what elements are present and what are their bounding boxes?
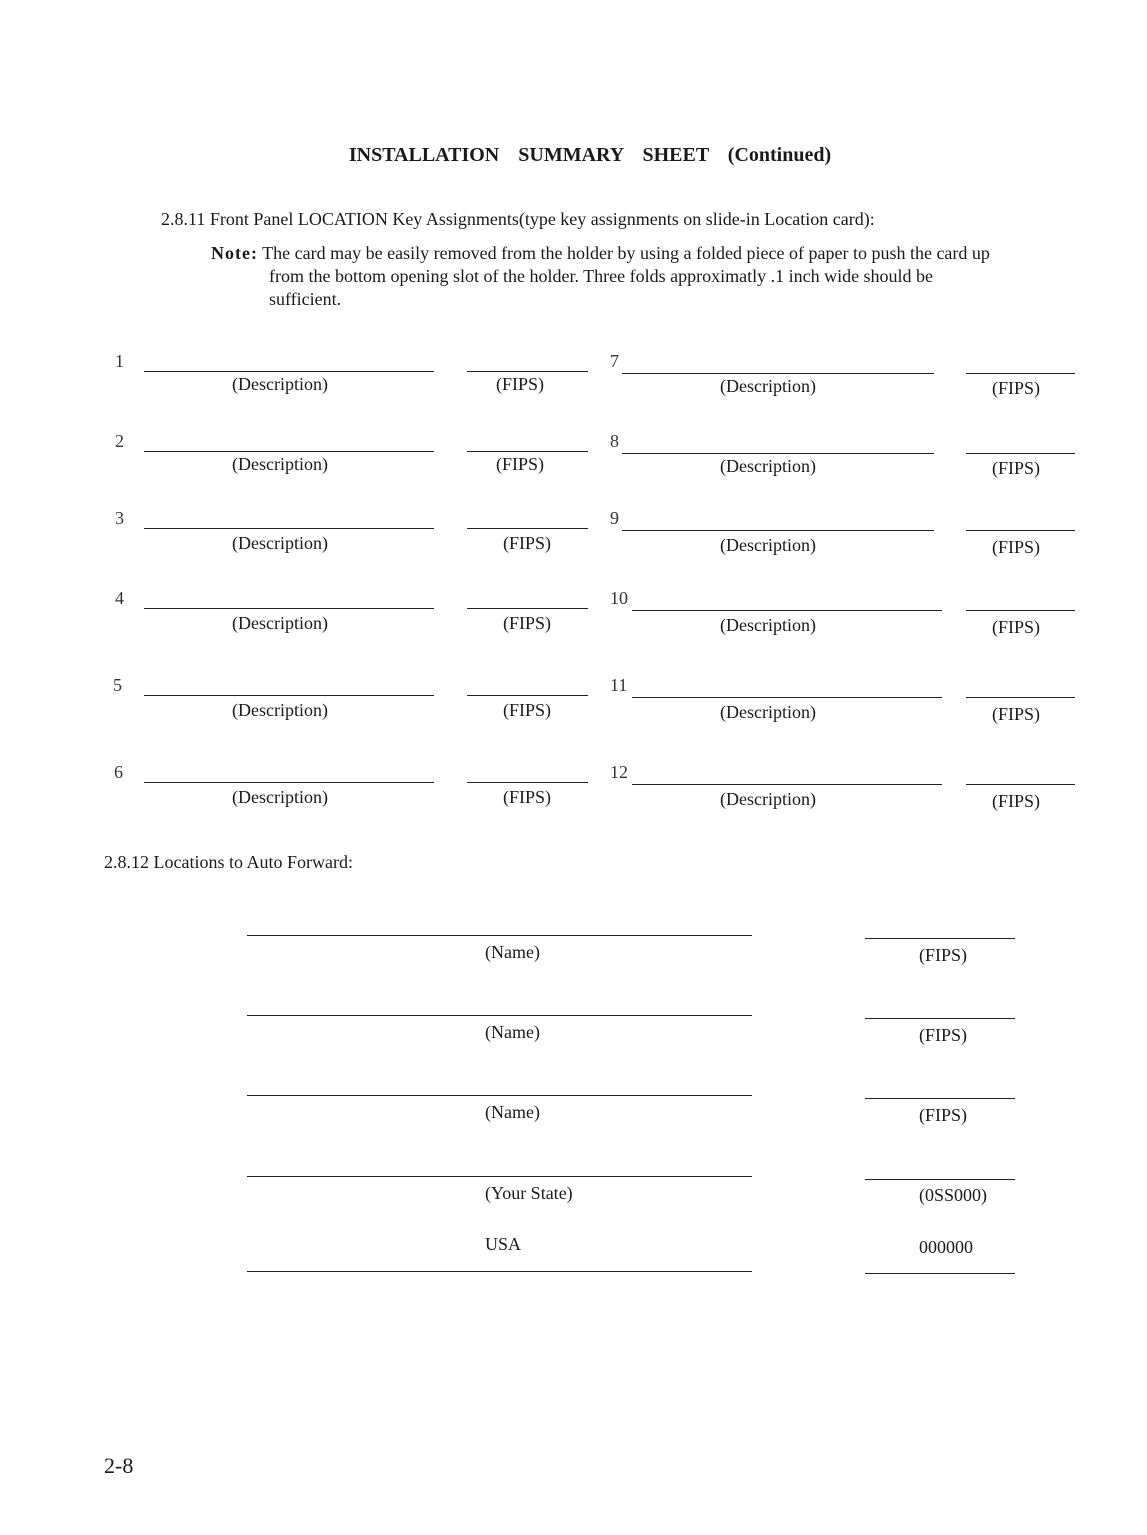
fips-blank xyxy=(966,530,1075,531)
description-label: (Description) xyxy=(720,376,816,396)
row-number: 6 xyxy=(114,762,123,782)
description-blank xyxy=(144,782,434,783)
description-blank xyxy=(144,371,434,372)
country-code: 000000 xyxy=(919,1237,973,1257)
section-2812-heading: 2.8.12 Locations to Auto Forward: xyxy=(104,852,353,872)
fips-label: (FIPS) xyxy=(496,454,545,474)
name-label: (Name) xyxy=(485,942,540,962)
fips-label: (FIPS) xyxy=(992,458,1041,478)
fips-blank xyxy=(865,1098,1015,1099)
row-number: 7 xyxy=(610,351,619,371)
fips-blank xyxy=(467,695,588,696)
fips-blank xyxy=(966,610,1075,611)
description-label: (Description) xyxy=(232,374,328,394)
row-number: 11 xyxy=(610,675,628,695)
fips-label: (FIPS) xyxy=(503,787,552,807)
fips-blank xyxy=(467,528,588,529)
fips-blank xyxy=(966,697,1075,698)
fips-label: (FIPS) xyxy=(503,700,552,720)
fips-label: (FIPS) xyxy=(503,613,552,633)
description-blank xyxy=(632,784,942,785)
description-label: (Description) xyxy=(232,533,328,553)
description-blank xyxy=(144,608,434,609)
fips-label: (FIPS) xyxy=(992,704,1041,724)
note-text-1: The card may be easily removed from the holder by using a folded piece of paper to push the card up xyxy=(262,243,990,263)
fips-blank xyxy=(865,1018,1015,1019)
name-blank xyxy=(247,1271,752,1272)
fips-label: (FIPS) xyxy=(496,374,545,394)
fips-label: (FIPS) xyxy=(919,945,968,965)
row-number: 2 xyxy=(115,431,124,451)
note-line-1 xyxy=(211,242,990,265)
fips-blank xyxy=(966,373,1075,374)
name-blank xyxy=(247,1176,752,1177)
fips-blank xyxy=(865,1179,1015,1180)
name-label: (Name) xyxy=(485,1022,540,1042)
note-label: Note: xyxy=(211,243,258,263)
description-label: (Description) xyxy=(232,787,328,807)
row-number: 5 xyxy=(113,675,122,695)
note-line-2: from the bottom opening slot of the holder. Three folds approximatly .1 inch wide should be xyxy=(269,266,934,286)
fips-label: (FIPS) xyxy=(503,533,552,553)
description-blank xyxy=(144,695,434,696)
name-blank xyxy=(247,1095,752,1096)
fips-label: (FIPS) xyxy=(992,791,1041,811)
row-number: 12 xyxy=(610,762,628,782)
description-label: (Description) xyxy=(720,789,816,809)
page-title: INSTALLATION SUMMARY SHEET (Continued) xyxy=(348,144,832,166)
description-blank xyxy=(622,530,934,531)
section-2811-heading: 2.8.11 Front Panel LOCATION Key Assignments(type key assignments on slide-in Location card): xyxy=(161,209,875,229)
fips-blank xyxy=(467,371,588,372)
description-blank xyxy=(622,373,934,374)
description-label: (Description) xyxy=(232,454,328,474)
fips-blank xyxy=(467,782,588,783)
description-blank xyxy=(144,528,434,529)
description-label: (Description) xyxy=(232,613,328,633)
row-number: 8 xyxy=(610,431,619,451)
fips-label: (FIPS) xyxy=(919,1025,968,1045)
description-label: (Description) xyxy=(720,456,816,476)
fips-label: (FIPS) xyxy=(992,617,1041,637)
row-number: 4 xyxy=(115,588,124,608)
row-number: 9 xyxy=(610,508,619,528)
fips-blank xyxy=(467,451,588,452)
description-label: (Description) xyxy=(720,702,816,722)
note-line-3: sufficient. xyxy=(269,289,342,309)
row-number: 3 xyxy=(115,508,124,528)
description-label: (Description) xyxy=(232,700,328,720)
state-code: (0SS000) xyxy=(919,1185,988,1205)
fips-blank xyxy=(865,1273,1015,1274)
description-label: (Description) xyxy=(720,535,816,555)
name-blank xyxy=(247,935,752,936)
description-blank xyxy=(622,453,934,454)
row-number: 1 xyxy=(115,351,124,371)
description-label: (Description) xyxy=(720,615,816,635)
description-blank xyxy=(632,697,942,698)
state-label: (Your State) xyxy=(485,1183,573,1203)
name-label: (Name) xyxy=(485,1102,540,1122)
fips-label: (FIPS) xyxy=(992,537,1041,557)
fips-blank xyxy=(467,608,588,609)
description-blank xyxy=(632,610,942,611)
row-number: 10 xyxy=(610,588,628,608)
fips-blank xyxy=(865,938,1015,939)
page-number: 2-8 xyxy=(104,1453,134,1478)
country-label: USA xyxy=(485,1234,522,1254)
name-blank xyxy=(247,1015,752,1016)
description-blank xyxy=(144,451,434,452)
fips-label: (FIPS) xyxy=(992,378,1041,398)
fips-blank xyxy=(966,784,1075,785)
fips-blank xyxy=(966,453,1075,454)
fips-label: (FIPS) xyxy=(919,1105,968,1125)
